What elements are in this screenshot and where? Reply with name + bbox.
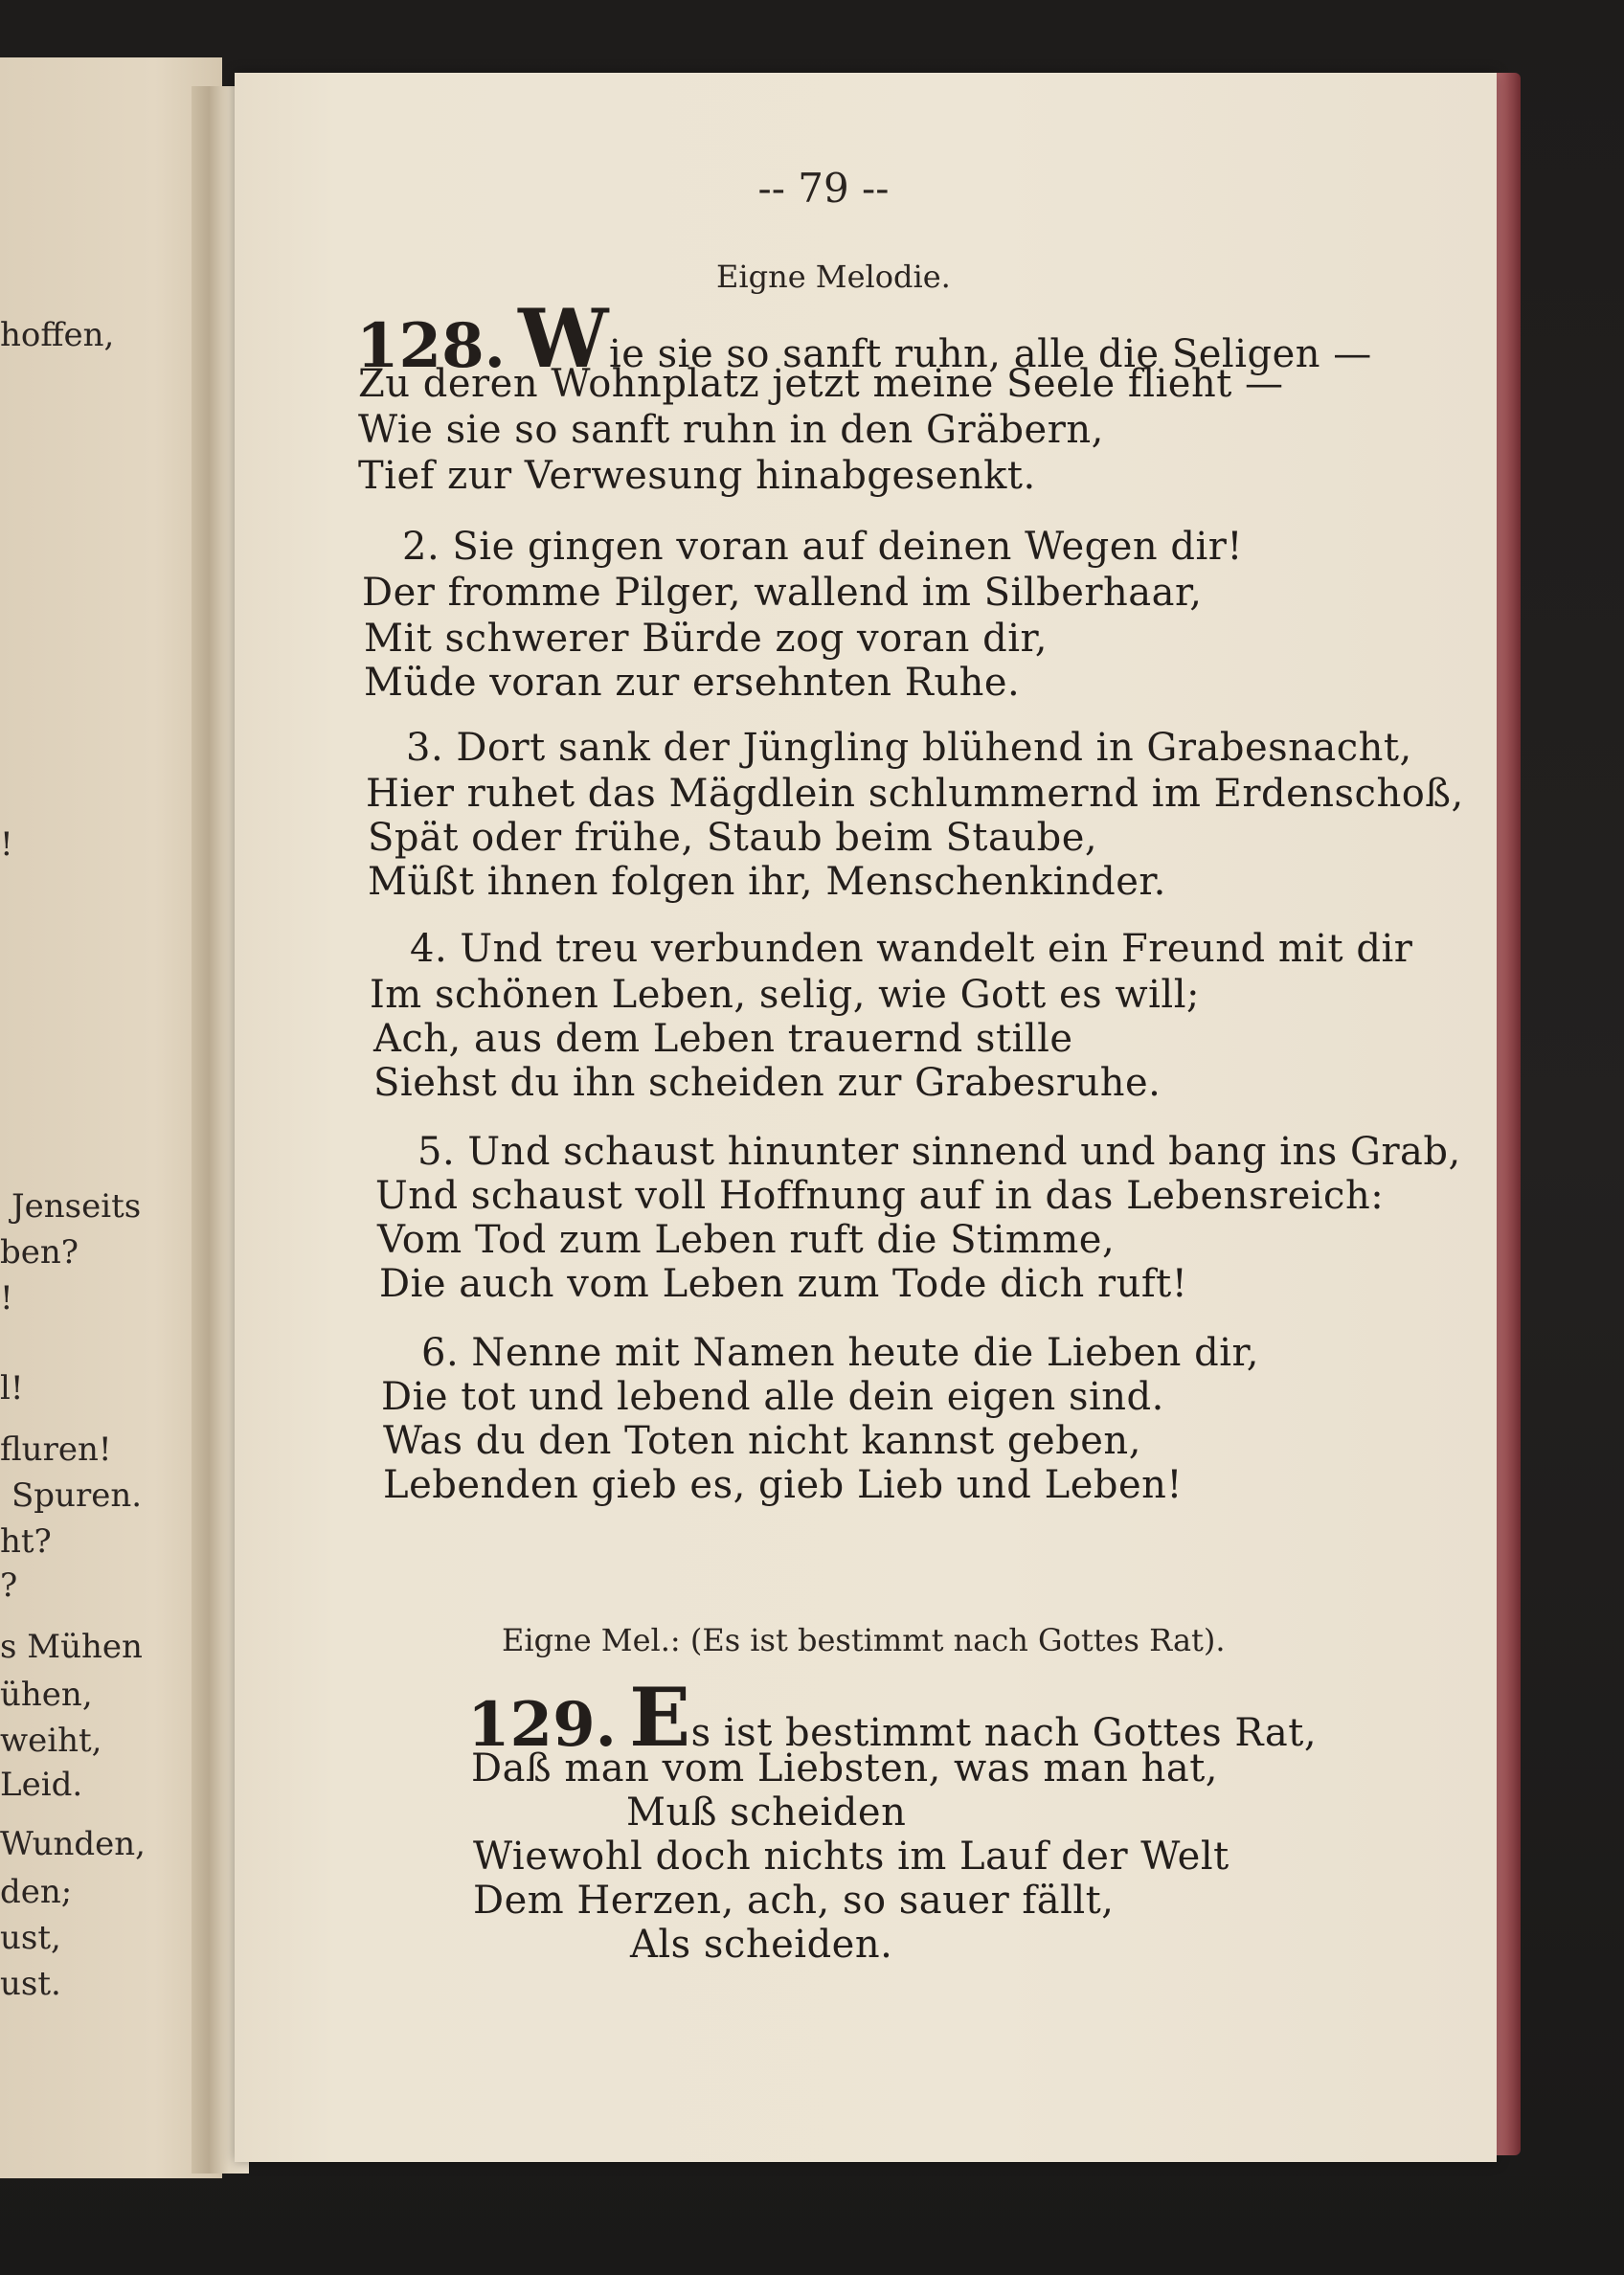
hymn-line: Lebenden gieb es, gieb Lieb und Leben! xyxy=(383,1463,1183,1507)
left-page-fragment: ! xyxy=(0,825,13,864)
hymn-line: Müßt ihnen folgen ihr, Menschenkinder. xyxy=(368,860,1166,904)
hymn-line: Der fromme Pilger, wallend im Silberhaar, xyxy=(362,571,1203,615)
left-page-fragment: fluren! xyxy=(0,1430,112,1469)
hymn-line: 4. Und treu verbunden wandelt ein Freund mit dir xyxy=(410,927,1413,971)
melody-note-129: Eigne Mel.: (Es ist bestimmt nach Gottes Rat). xyxy=(502,1622,1226,1658)
left-page-fragment: ht? xyxy=(0,1522,52,1561)
hymn-line: 5. Und schaust hinunter sinnend und bang ins Grab, xyxy=(417,1130,1461,1174)
hymn-line: Die tot und lebend alle dein eigen sind. xyxy=(381,1375,1164,1419)
hymn-line: Im schönen Leben, selig, wie Gott es will; xyxy=(370,973,1200,1017)
hymn-line: Müde voran zur ersehnten Ruhe. xyxy=(364,661,1021,705)
left-page-fragment: l! xyxy=(0,1369,24,1408)
left-page-fragment: ? xyxy=(0,1566,18,1605)
hymn-line: Dem Herzen, ach, so sauer fällt, xyxy=(473,1879,1115,1923)
hymn-line: 2. Sie gingen voran auf deinen Wegen dir! xyxy=(402,525,1243,569)
left-page-fragment: hoffen, xyxy=(0,316,115,354)
hymn-number-128: 128. xyxy=(356,310,506,382)
left-page-fragment: Wunden, xyxy=(0,1825,146,1863)
left-page-fragment: Jenseits xyxy=(11,1187,142,1226)
hymn-line: Tief zur Verwesung hinabgesenkt. xyxy=(358,454,1036,498)
left-page-fragment: Leid. xyxy=(0,1766,83,1804)
hymn-line: Muß scheiden xyxy=(626,1791,907,1835)
hymn-line: 6. Nenne mit Namen heute die Lieben dir, xyxy=(421,1331,1259,1375)
hymn-line: Und schaust voll Hoffnung auf in das Lebensreich: xyxy=(375,1174,1385,1218)
hymn-line: ie sie so sanft ruhn, alle die Seligen — xyxy=(608,332,1372,376)
melody-note-128: Eigne Melodie. xyxy=(716,259,951,295)
left-page-fragment: ben? xyxy=(0,1233,79,1272)
hymn-line: Was du den Toten nicht kannst geben, xyxy=(383,1419,1141,1463)
hymn-line: Mit schwerer Bürde zog voran dir, xyxy=(364,617,1048,661)
hymn-line: 3. Dort sank der Jüngling blühend in Grabesnacht, xyxy=(406,726,1412,770)
hymn-line: Hier ruhet das Mägdlein schlummernd im Erdenschoß, xyxy=(366,772,1464,816)
left-page-fragment: ! xyxy=(0,1279,13,1318)
hymn-line: Wiewohl doch nichts im Lauf der Welt xyxy=(473,1835,1229,1879)
left-page-fragment: ust. xyxy=(0,1965,61,2003)
hymn-line: Vom Tod zum Leben ruft die Stimme, xyxy=(377,1218,1116,1262)
page-number: -- 79 -- xyxy=(757,165,890,212)
left-page-fragment: ühen, xyxy=(0,1676,93,1714)
hymn-line: Spät oder frühe, Staub beim Staube, xyxy=(368,816,1098,860)
hymn-line: Die auch vom Leben zum Tode dich ruft! xyxy=(379,1262,1188,1306)
hymn-number-129: 129. xyxy=(467,1689,617,1761)
drop-initial-128: W xyxy=(518,291,609,386)
left-page-fragment: ust, xyxy=(0,1919,61,1957)
left-page-fragment: s Mühen xyxy=(0,1628,143,1666)
hymn-line: Wie sie so sanft ruhn in den Gräbern, xyxy=(358,408,1104,452)
left-page-fragment: Spuren. xyxy=(11,1476,143,1515)
hymn-line: Als scheiden. xyxy=(630,1923,893,1967)
left-page-fragment: weiht, xyxy=(0,1722,102,1760)
hymn-line: Siehst du ihn scheiden zur Grabesruhe. xyxy=(373,1061,1162,1105)
hymn-line: Daß man vom Liebsten, was man hat, xyxy=(471,1746,1219,1791)
drop-initial-129: E xyxy=(629,1670,691,1765)
hymn-line: Ach, aus dem Leben trauernd stille xyxy=(373,1017,1073,1061)
hymn-line: s ist bestimmt nach Gottes Rat, xyxy=(690,1711,1318,1755)
hymn-line: Zu deren Wohnplatz jetzt meine Seele flieht — xyxy=(358,362,1284,406)
left-page-fragment: den; xyxy=(0,1873,73,1911)
